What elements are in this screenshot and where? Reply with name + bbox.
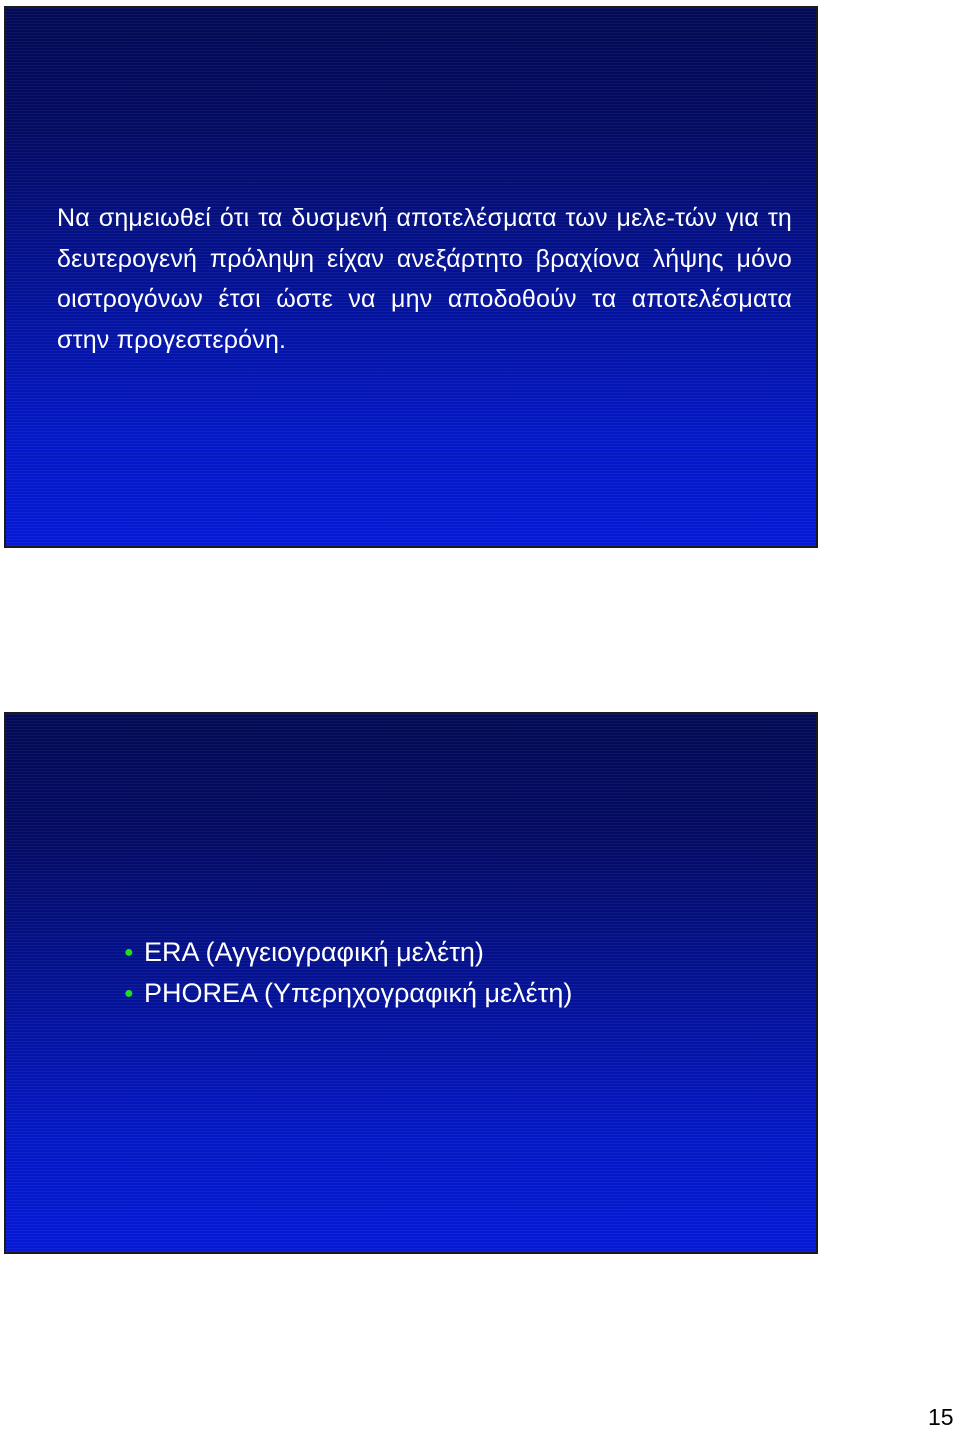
bullet-list [124,932,572,1014]
bullet-dot-icon: ● [124,944,134,961]
bullet-text: ERA (Αγγειογραφική μελέτη) [144,937,484,967]
list-item [124,932,572,973]
slide-1-paragraph: Να σημειωθεί ότι τα δυσμενή αποτελέσματα των μελε-τών για τη δευτερογενή πρόληψη είχαν ανεξάρτητο βραχίονα λήψης μόνο οιστρογόνων έτσι ώστε να μην αποδοθούν τα αποτελέσματα στην προγεστερόνη. [57,204,792,354]
bullet-text: PHOREA (Υπερηχογραφική μελέτη) [144,978,573,1008]
bullet-dot-icon: ● [124,985,134,1002]
page-number: 15 [928,1404,954,1430]
slide-2 [4,712,818,1254]
list-item [124,973,572,1014]
slide-1 [4,6,818,548]
